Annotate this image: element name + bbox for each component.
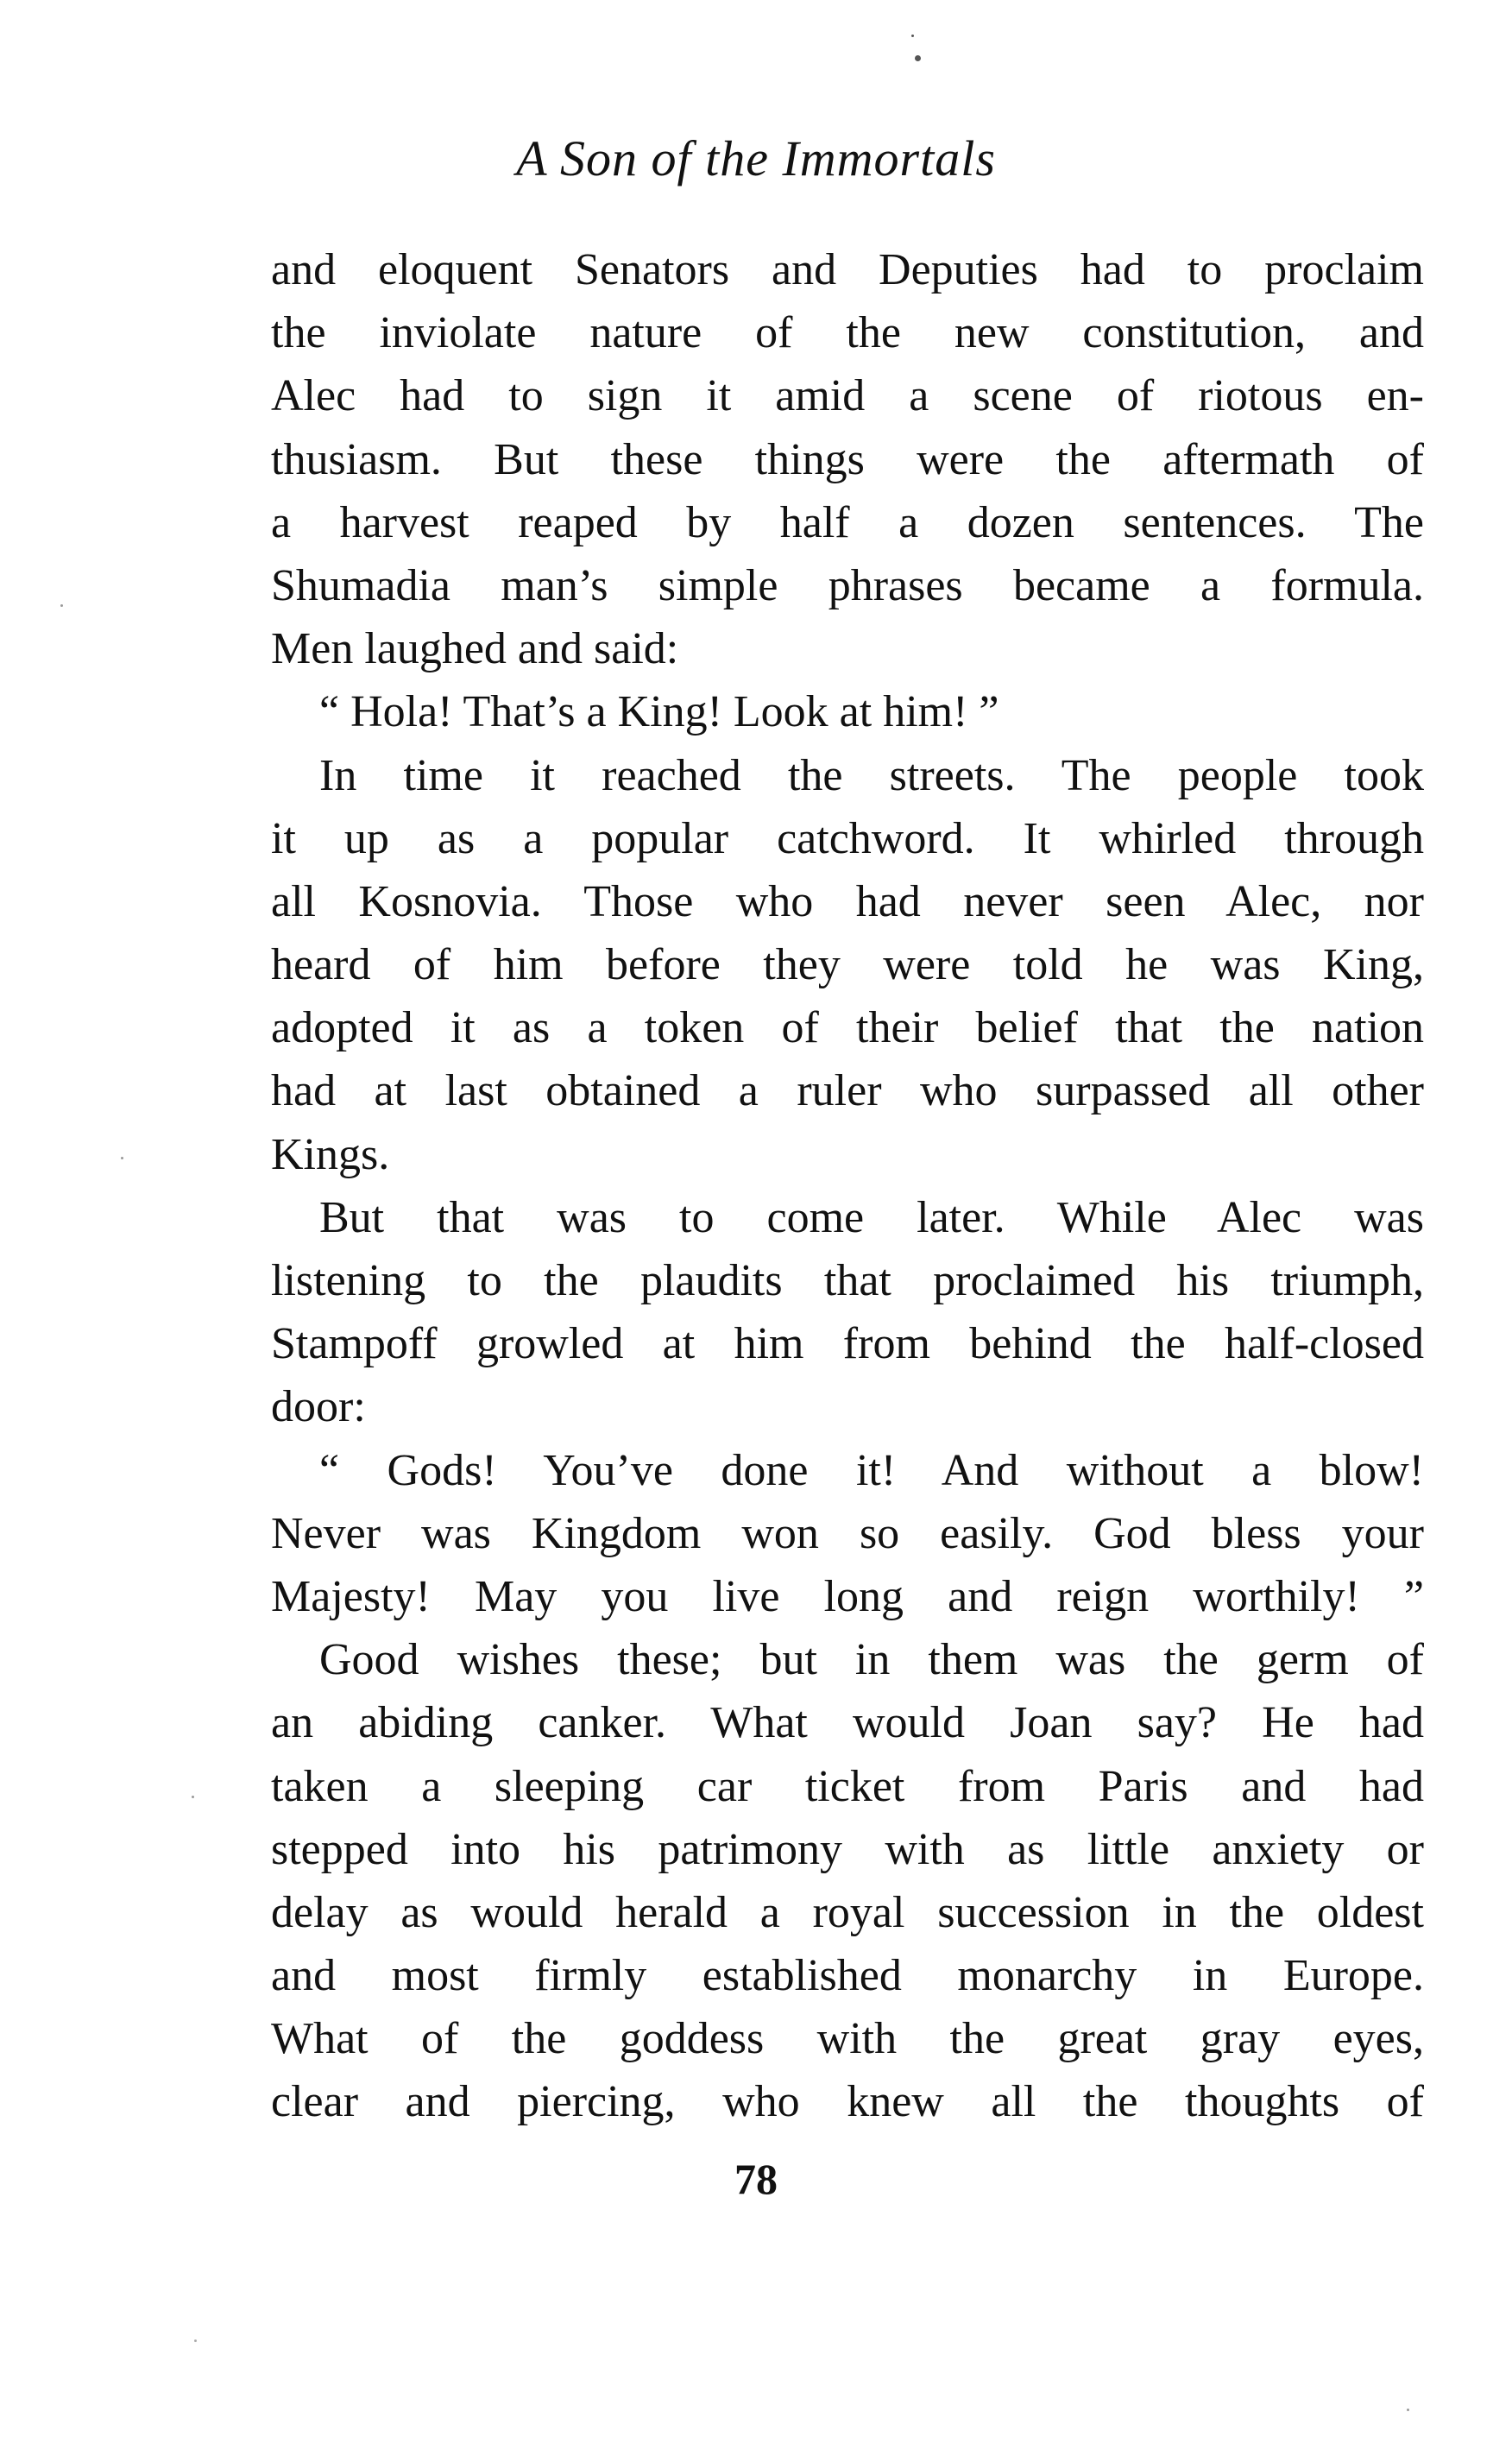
- text-line: a harvest reaped by half a dozen sentences. The: [271, 497, 1424, 547]
- text-line: stepped into his patrimony with as little anxiety or: [271, 1824, 1424, 1874]
- text-line: Alec had to sign it amid a scene of riotous en-: [271, 371, 1424, 421]
- text-line: delay as would herald a royal succession in the oldest: [271, 1887, 1424, 1937]
- text-line: Stampoff growled at him from behind the half-closed: [271, 1319, 1424, 1369]
- text-line: taken a sleeping car ticket from Paris and had: [271, 1761, 1424, 1811]
- text-line: “ Gods! You’ve done it! And without a blow!: [319, 1445, 1424, 1495]
- scan-speck: [121, 1157, 123, 1159]
- text-line: Shumadia man’s simple phrases became a formula.: [271, 560, 1424, 610]
- body-text: [271, 238, 1424, 2134]
- text-line: all Kosnovia. Those who had never seen Alec, nor: [271, 876, 1424, 926]
- scan-speck: [915, 55, 921, 61]
- text-line: thusiasm. But these things were the aftermath of: [271, 434, 1424, 484]
- text-line: listening to the plaudits that proclaimed his triumph,: [271, 1256, 1424, 1305]
- text-line: door:: [271, 1382, 366, 1432]
- text-line: an abiding canker. What would Joan say? He had: [271, 1698, 1424, 1748]
- text-line: But that was to come later. While Alec was: [319, 1192, 1424, 1242]
- text-line: Majesty! May you live long and reign worthily! ”: [271, 1571, 1424, 1621]
- scan-speck: [192, 1796, 194, 1798]
- scan-speck: [60, 604, 63, 607]
- text-line: Good wishes these; but in them was the germ of: [319, 1635, 1424, 1685]
- text-line: “ Hola! That’s a King! Look at him! ”: [319, 687, 999, 737]
- text-line: Kings.: [271, 1129, 390, 1179]
- running-head-title: A Son of the Immortals: [516, 130, 996, 186]
- text-line: and eloquent Senators and Deputies had to proclaim: [271, 245, 1424, 294]
- page-number: 78: [734, 2155, 778, 2203]
- text-line: What of the goddess with the great gray eyes,: [271, 2014, 1424, 2064]
- text-line: had at last obtained a ruler who surpassed all other: [271, 1066, 1424, 1116]
- text-line: Never was Kingdom won so easily. God bless your: [271, 1508, 1424, 1558]
- text-line: Men laughed and said:: [271, 624, 679, 674]
- text-line: and most firmly established monarchy in Europe.: [271, 1951, 1424, 2001]
- text-line: adopted it as a token of their belief that the nation: [271, 1003, 1424, 1053]
- text-line: the inviolate nature of the new constitution, and: [271, 308, 1424, 358]
- text-line: heard of him before they were told he was King,: [271, 940, 1424, 990]
- scan-speck: [194, 2339, 197, 2342]
- scan-speck: [911, 35, 914, 37]
- text-line: In time it reached the streets. The people took: [319, 750, 1424, 800]
- text-line: clear and piercing, who knew all the thoughts of: [271, 2077, 1424, 2127]
- scan-speck: [1407, 2409, 1409, 2411]
- text-line: it up as a popular catchword. It whirled through: [271, 813, 1424, 863]
